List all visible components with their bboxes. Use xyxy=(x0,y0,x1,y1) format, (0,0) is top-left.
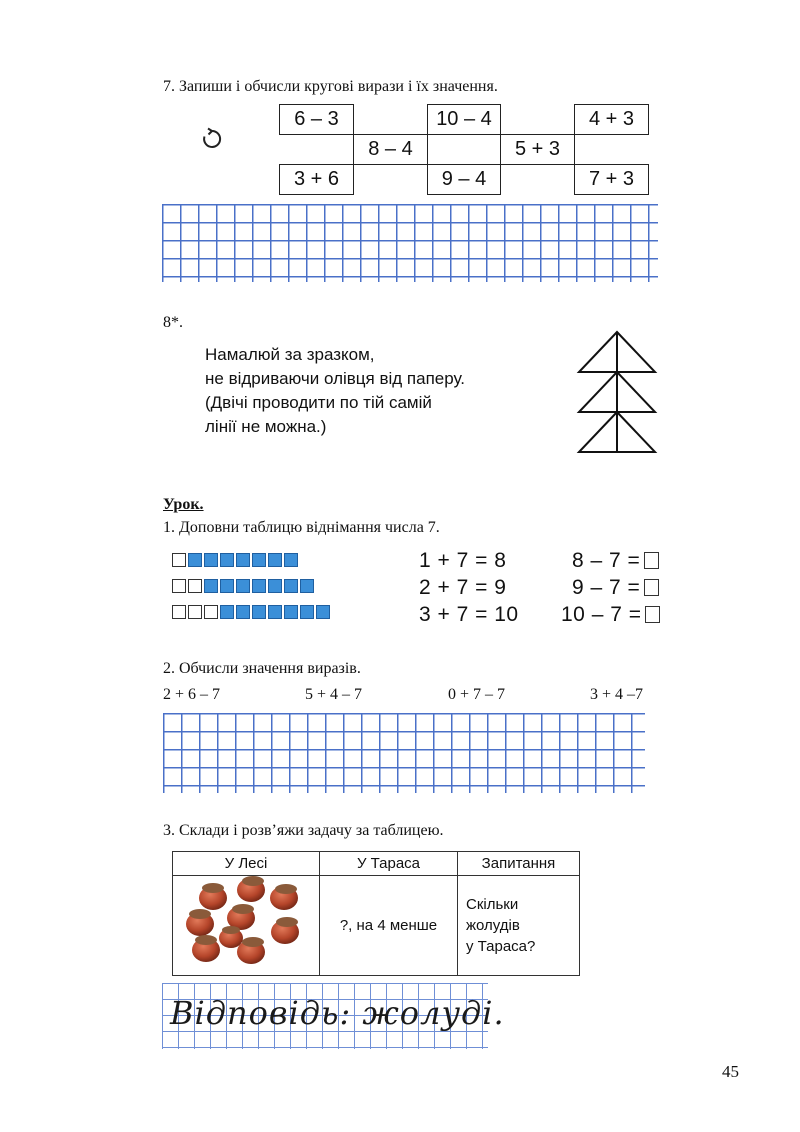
expression: 3 + 4 –7 xyxy=(590,686,644,703)
instruction-line: не відриваючи олівця від паперу. xyxy=(205,369,466,388)
lesson-task2-title: 2. Обчисли значення виразів. xyxy=(163,660,361,677)
acorn-icon xyxy=(192,935,220,962)
acorn-icon xyxy=(219,926,243,948)
acorn-icon xyxy=(186,909,214,936)
subtraction-equation: 10 – 7 = xyxy=(561,603,660,627)
instruction-line: лінії не можна.) xyxy=(205,417,327,436)
answer-box[interactable] xyxy=(644,579,659,596)
tree-figure xyxy=(576,330,658,458)
task8-number: 8*. xyxy=(163,314,183,331)
lesson-task3-title: 3. Склади і розв’яжи задачу за таблицею. xyxy=(163,822,444,839)
square-row xyxy=(172,577,316,595)
header-question: Запитання xyxy=(458,852,580,876)
expression: 2 + 6 – 7 xyxy=(163,686,221,703)
header-taras: У Тараса xyxy=(320,852,458,876)
lesson-task1-title: 1. Доповни таблицю віднімання числа 7. xyxy=(163,519,440,536)
expression: 5 + 4 – 7 xyxy=(305,686,363,703)
acorn-icon xyxy=(271,917,299,944)
expression-box: 6 – 3 xyxy=(279,104,354,135)
addition-equation: 2 + 7 = 9 xyxy=(419,576,507,599)
acorn-icon xyxy=(199,883,227,910)
circular-arrow-icon xyxy=(200,127,224,151)
question-line: жолудів xyxy=(466,917,520,934)
grid-area-task7 xyxy=(162,204,658,282)
acorn-icon xyxy=(237,876,265,902)
expression-box: 8 – 4 xyxy=(353,134,428,165)
subtraction-equation: 8 – 7 = xyxy=(572,549,659,573)
grid-area-task2 xyxy=(163,713,645,793)
square-row xyxy=(172,551,300,569)
answer-box[interactable] xyxy=(644,552,659,569)
addition-equation: 1 + 7 = 8 xyxy=(419,549,507,572)
expression-box: 5 + 3 xyxy=(500,134,575,165)
square-row xyxy=(172,603,332,621)
page-number: 45 xyxy=(722,1062,739,1081)
lesson-heading: Урок. xyxy=(163,496,204,513)
expression-box: 9 – 4 xyxy=(427,164,501,195)
expression-box: 4 + 3 xyxy=(574,104,649,135)
expression-box: 7 + 3 xyxy=(574,164,649,195)
question-line: у Тараса? xyxy=(466,938,536,955)
problem-table xyxy=(172,851,580,976)
taras-value: ?, на 4 менше xyxy=(320,876,458,976)
question-cell xyxy=(458,876,580,976)
task8-instructions xyxy=(205,343,465,439)
expression: 0 + 7 – 7 xyxy=(448,686,506,703)
expression-box: 10 – 4 xyxy=(427,104,501,135)
task7-title: 7. Запиши і обчисли кругові вирази і їх значення. xyxy=(163,78,498,95)
subtraction-equation: 9 – 7 = xyxy=(572,576,659,600)
acorns-illustration xyxy=(173,876,319,970)
instruction-line: Намалюй за зразком, xyxy=(205,345,375,364)
answer-handwriting: Відповідь: жолуді. xyxy=(170,994,505,1032)
acorns-cell xyxy=(173,876,320,976)
addition-equation: 3 + 7 = 10 xyxy=(419,603,519,626)
header-lesya: У Лесі xyxy=(173,852,320,876)
answer-box[interactable] xyxy=(645,606,660,623)
question-line: Скільки xyxy=(466,896,519,913)
instruction-line: (Двічі проводити по тій самій xyxy=(205,393,432,412)
acorn-icon xyxy=(270,884,298,910)
expression-box: 3 + 6 xyxy=(279,164,354,195)
